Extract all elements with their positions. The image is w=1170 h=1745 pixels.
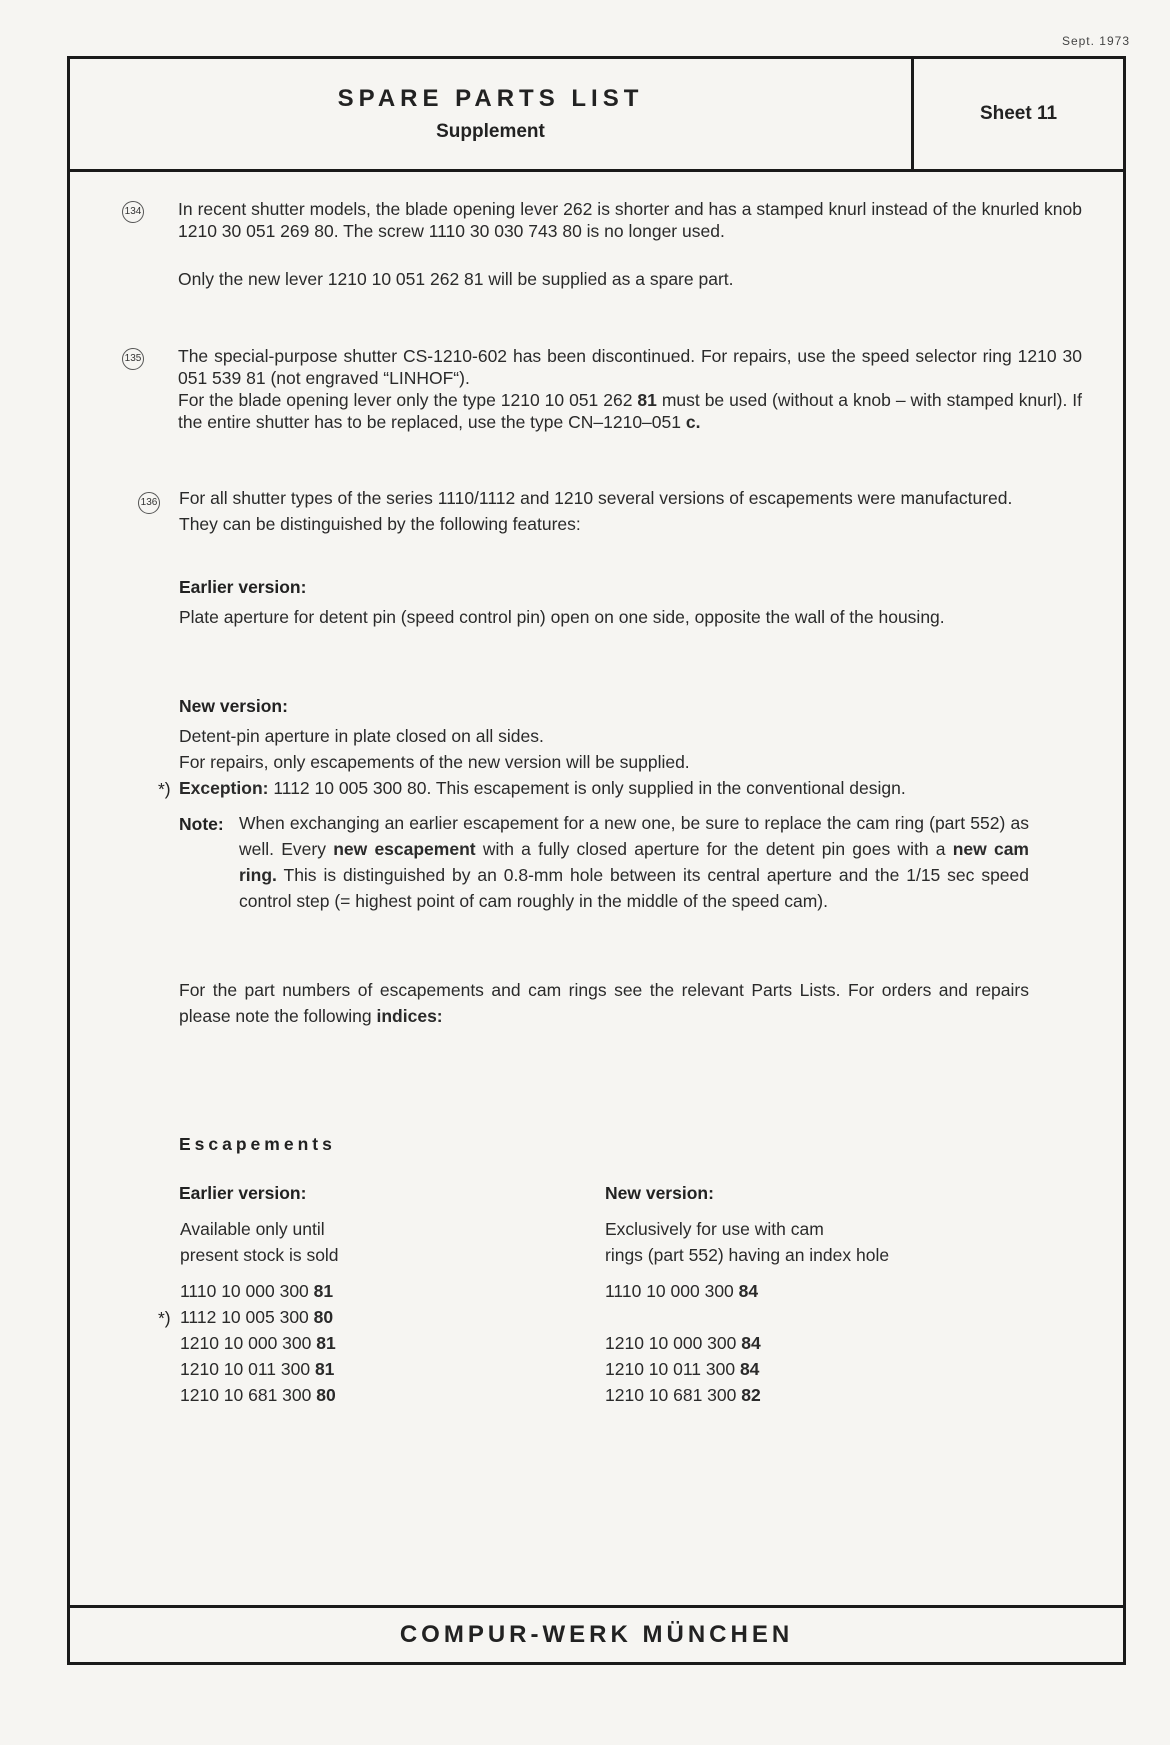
note-label: Note: <box>179 814 224 834</box>
earlier-description-line: present stock is sold <box>180 1245 339 1265</box>
earlier-description <box>180 1216 339 1268</box>
new-part-number: 1210 10 681 300 82 <box>605 1385 761 1405</box>
item-136-intro: For all shutter types of the series 1110/1112 and 1210 several versions of escapements were manufactured. They can be distinguished by the following features: <box>179 488 1013 534</box>
item-number-136: 136 <box>138 492 160 514</box>
new-description <box>605 1216 889 1268</box>
exception-asterisk: *) <box>158 779 171 799</box>
header-title-cell <box>70 59 914 169</box>
item-135-text: The special-purpose shutter CS-1210-602 has been discontinued. For repairs, use the speed selector ring 1210 30 051 539 81 (not engraved “LINHOF“). <box>178 346 1082 388</box>
item-135-lever-text: For the blade opening lever only the type 1210 10 051 262 81 must be used (without a knob – with stamped knurl). If the entire shutter has to be replaced, use the type CN–1210–051 c. <box>178 390 1082 432</box>
escapements-heading: Escapements <box>179 1134 336 1154</box>
item-number-135: 135 <box>122 348 144 370</box>
exception-text: Exception: 1112 10 005 300 80. This escapement is only supplied in the conventional design. <box>179 778 906 798</box>
new-version-line-1: Detent-pin aperture in plate closed on all sides. <box>179 726 544 746</box>
part-numbers-text: For the part numbers of escapements and cam rings see the relevant Parts Lists. For orders and repairs please note the following indices: <box>179 980 1029 1026</box>
new-version-heading: New version: <box>179 696 288 716</box>
header <box>70 59 1123 172</box>
earlier-part-number: 1210 10 000 300 81 <box>180 1333 336 1353</box>
document-date: Sept. 1973 <box>1061 34 1130 48</box>
earlier-part-number: 1210 10 011 300 81 <box>180 1359 335 1379</box>
company-footer: COMPUR-WERK MÜNCHEN <box>70 1605 1123 1662</box>
escapements-new-heading: New version: <box>605 1183 714 1203</box>
new-part-list <box>605 1278 761 1408</box>
new-description-line: rings (part 552) having an index hole <box>605 1245 890 1265</box>
earlier-description-line: Available only until <box>180 1219 325 1239</box>
new-part-number-empty <box>605 1304 761 1330</box>
item-number-134: 134 <box>122 201 144 223</box>
earlier-version-text: Plate aperture for detent pin (speed control pin) open on one side, opposite the wall of the housing. <box>179 607 945 627</box>
sheet-number: Sheet 11 <box>979 103 1058 124</box>
earlier-version-heading: Earlier version: <box>179 577 307 597</box>
new-part-number: 1210 10 011 300 84 <box>605 1359 760 1379</box>
earlier-part-number: 1110 10 000 300 81 <box>180 1281 334 1301</box>
document-title: SPARE PARTS LIST <box>337 85 644 112</box>
item-134-text: In recent shutter models, the blade opening lever 262 is shorter and has a stamped knurl instead of the knurled knob 1210 30 051 269 80. The screw 1110 30 030 743 80 is no longer used. <box>178 199 1082 241</box>
new-version-line-2: For repairs, only escapements of the new version will be supplied. <box>179 752 690 772</box>
earlier-part-number: 1210 10 681 300 80 <box>180 1385 336 1405</box>
earlier-part-list <box>180 1278 336 1408</box>
item-134-note: Only the new lever 1210 10 051 262 81 will be supplied as a spare part. <box>178 269 734 289</box>
note-text: When exchanging an earlier escapement for a new one, be sure to replace the cam ring (part 552) as well. Every new escapement with a fully closed aperture for the detent pin goes with a new cam ring. This is distinguished by an 0.8-mm hole between its central aperture and the 1/15 sec speed control step (= highest point of cam roughly in the middle of the speed cam). <box>239 813 1029 911</box>
document-subtitle: Supplement <box>436 121 545 142</box>
new-part-number: 1210 10 000 300 84 <box>605 1333 761 1353</box>
new-part-number: 1110 10 000 300 84 <box>605 1281 759 1301</box>
escapements-earlier-heading: Earlier version: <box>179 1183 307 1203</box>
escapement-asterisk: *) <box>158 1308 171 1328</box>
new-description-line: Exclusively for use with cam <box>605 1219 824 1239</box>
earlier-part-number: 1112 10 005 300 80 <box>180 1307 334 1327</box>
